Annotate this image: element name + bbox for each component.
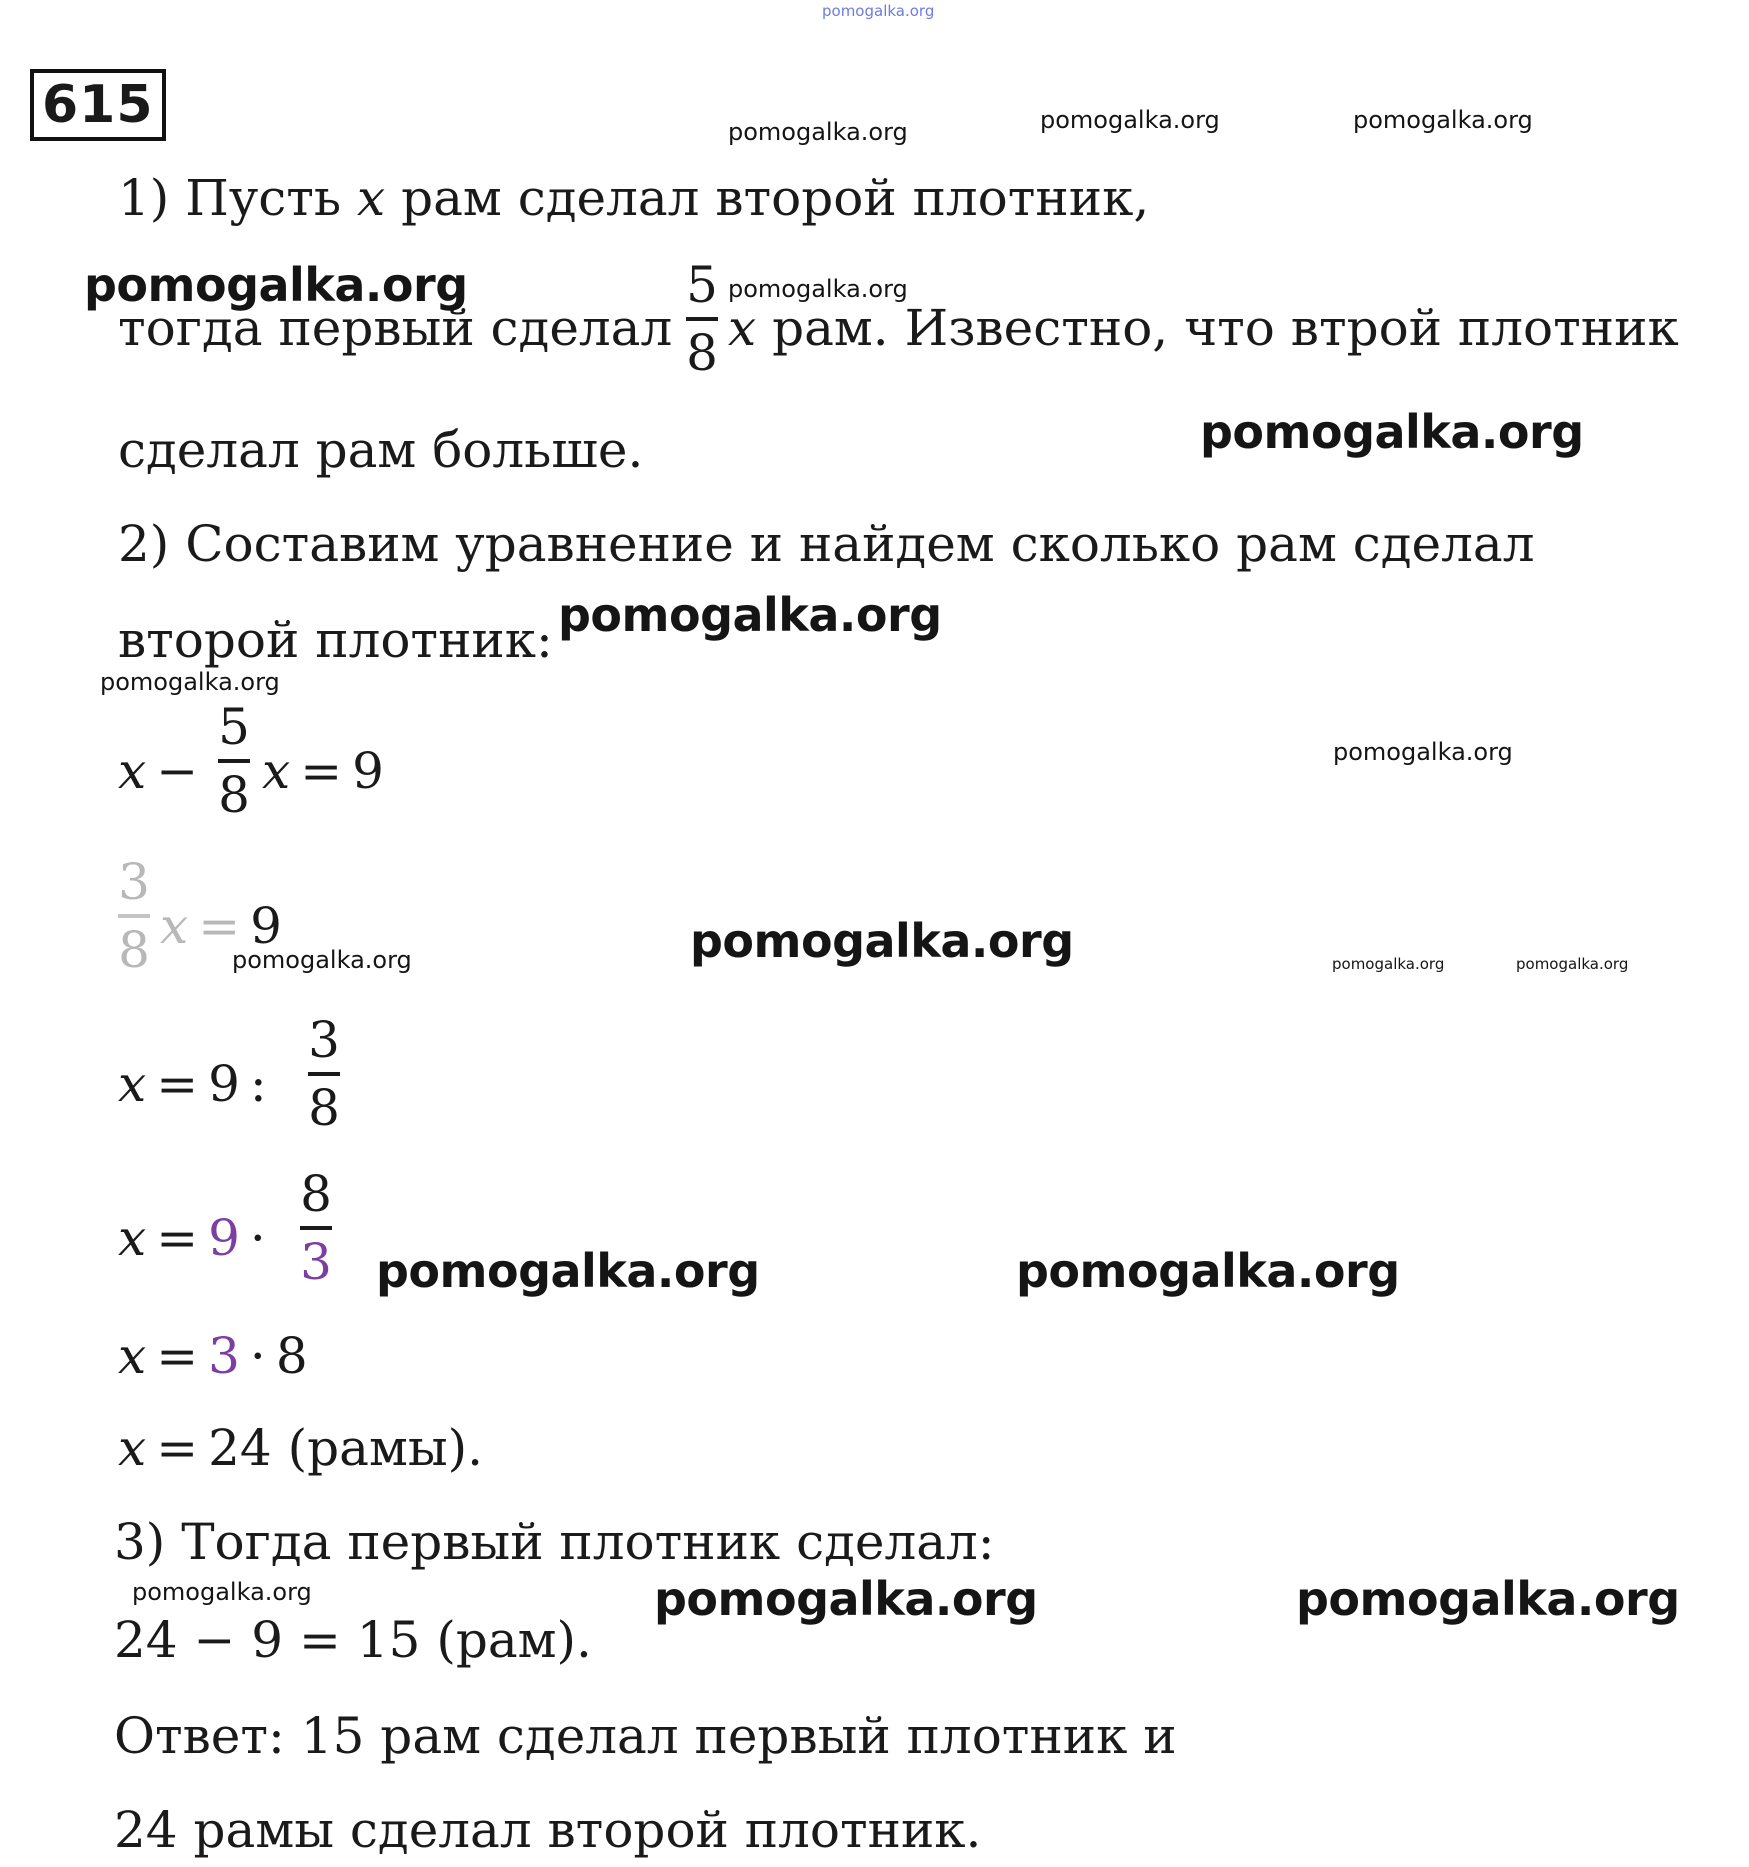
- minus-sign: −: [156, 742, 199, 800]
- value-nine: 9: [208, 1055, 240, 1113]
- equals-sign: =: [300, 742, 343, 800]
- fraction-denominator: 8: [686, 324, 718, 382]
- fraction-three-eighths: [306, 1011, 342, 1137]
- watermark: pomogalka.org: [100, 668, 280, 696]
- fraction-denominator: 8: [218, 766, 250, 824]
- equation3-left: [118, 1054, 277, 1114]
- fraction-eight-thirds: [298, 1165, 334, 1291]
- variable-x: x: [728, 299, 757, 357]
- watermark: pomogalka.org: [1333, 738, 1513, 766]
- step1-text-c: рам. Известно, что втрой плотник: [756, 299, 1679, 357]
- step1-text-a: 1) Пусть: [118, 169, 358, 227]
- equation6: [118, 1418, 483, 1478]
- fraction-denominator: 8: [118, 921, 150, 979]
- equals-sign: =: [156, 1209, 199, 1267]
- watermark: pomogalka.org: [1296, 1572, 1680, 1626]
- variable-x: x: [118, 1327, 147, 1385]
- multiply-dot: ·: [249, 1327, 266, 1385]
- fraction-bar: [300, 1226, 332, 1230]
- watermark: pomogalka.org: [376, 1244, 760, 1298]
- variable-x: x: [118, 742, 147, 800]
- answer-line1: Ответ: 15 рам сделал первый плотник и: [114, 1707, 1177, 1765]
- step2-line2: второй плотник:: [118, 611, 553, 669]
- equation1-left: [118, 741, 208, 801]
- watermark: pomogalka.org: [84, 258, 468, 312]
- equals-sign: =: [198, 897, 241, 955]
- watermark: pomogalka.org: [728, 275, 908, 303]
- watermark: pomogalka.org: [654, 1572, 1038, 1626]
- value-nine: 9: [352, 742, 384, 800]
- watermark: pomogalka.org: [1516, 955, 1629, 973]
- watermark: pomogalka.org: [690, 914, 1074, 968]
- problem-number: 615: [30, 69, 166, 141]
- variable-x: x: [118, 1055, 147, 1113]
- fraction-numerator: 3: [308, 1011, 340, 1069]
- fraction-three-eighths-faded: [116, 853, 152, 979]
- watermark: pomogalka.org: [1040, 106, 1220, 134]
- watermark: pomogalka.org: [1016, 1244, 1400, 1298]
- watermark: pomogalka.org: [132, 1578, 312, 1606]
- variable-x: x: [160, 897, 189, 955]
- fraction-denominator-highlighted: 3: [300, 1233, 332, 1291]
- watermark: pomogalka.org: [232, 946, 412, 974]
- fraction-numerator: 3: [118, 853, 150, 911]
- variable-x: x: [118, 1209, 147, 1267]
- step1-text-b: рам сделал второй плотник,: [385, 169, 1150, 227]
- value-three-highlighted: 3: [208, 1327, 240, 1385]
- equals-sign: =: [156, 1055, 199, 1113]
- fraction-bar: [686, 317, 718, 321]
- variable-x: x: [357, 169, 386, 227]
- equation4-left: [118, 1208, 276, 1268]
- variable-x: x: [262, 742, 291, 800]
- value-nine: 9: [250, 897, 282, 955]
- value-nine-highlighted: 9: [208, 1209, 240, 1267]
- watermark: pomogalka.org: [1200, 405, 1584, 459]
- divide-sign: :: [249, 1055, 267, 1113]
- fraction-five-eighths: [216, 698, 252, 824]
- step1-line2-start: тогда первый сделал: [118, 299, 673, 357]
- equals-sign: =: [156, 1327, 199, 1385]
- equals-sign: =: [156, 1419, 199, 1477]
- fraction-bar: [118, 914, 150, 918]
- step1-line3: сделал рам больше.: [118, 421, 644, 479]
- result-value: 24 (рамы).: [208, 1419, 484, 1477]
- watermark: pomogalka.org: [558, 588, 942, 642]
- fraction-numerator: 5: [686, 256, 718, 314]
- value-eight: 8: [275, 1327, 308, 1385]
- step3-calc: 24 − 9 = 15 (рам).: [114, 1611, 592, 1669]
- equation5: [118, 1326, 308, 1386]
- step2-line1: 2) Составим уравнение и найдем сколько рам сделал: [118, 515, 1535, 573]
- fraction-numerator: 5: [218, 698, 250, 756]
- variable-x: x: [118, 1419, 147, 1477]
- answer-line2: 24 рамы сделал второй плотник.: [114, 1801, 982, 1859]
- step1-line1: [118, 168, 1149, 228]
- step1-line2-end: [728, 298, 1679, 358]
- equation1-right: [262, 741, 384, 801]
- step3-line1: 3) Тогда первый плотник сделал:: [114, 1513, 995, 1571]
- fraction-bar: [218, 759, 250, 763]
- fraction-bar: [308, 1072, 340, 1076]
- fraction-five-eighths: [684, 256, 720, 382]
- watermark: pomogalka.org: [728, 118, 908, 146]
- watermark-top: pomogalka.org: [822, 2, 935, 20]
- watermark: pomogalka.org: [1332, 955, 1445, 973]
- fraction-denominator: 8: [308, 1079, 340, 1137]
- watermark: pomogalka.org: [1353, 106, 1533, 134]
- multiply-dot: ·: [249, 1209, 266, 1267]
- fraction-numerator: 8: [300, 1165, 332, 1223]
